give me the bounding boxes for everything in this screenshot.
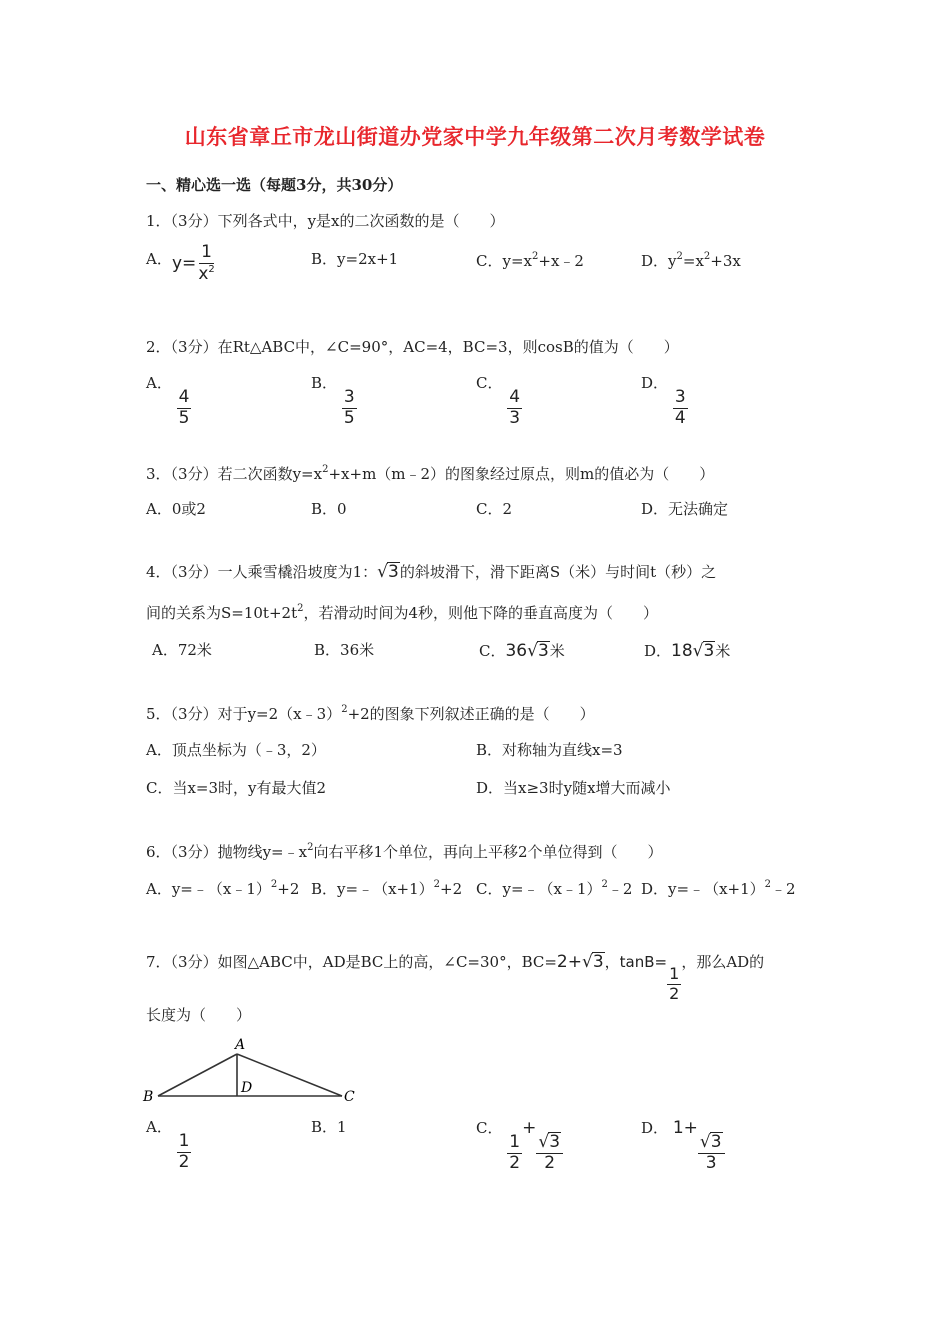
triangle-figure [140, 1035, 370, 1110]
question-2-stem: 2．（3分）在Rt△ABC中，∠C=90°，AC=4，BC=3，则cosB的值为（ ） [146, 338, 679, 356]
sqrt-expression: √3 [527, 641, 549, 661]
radicand: 3 [537, 641, 549, 661]
stem-part: 间的关系为S=10t+2t [146, 604, 298, 622]
option-label: A． [146, 1118, 172, 1136]
vertex-label-b: B [143, 1089, 154, 1105]
exponent: 2 [270, 879, 278, 890]
q4-option-a: A．72米 [152, 641, 212, 659]
stem-part: 向右平移1个单位，再向上平移2个单位得到（ ） [313, 843, 663, 861]
numerator: 4 [509, 387, 521, 407]
sqrt-expression: √3 [377, 562, 399, 582]
plus-sign: + [522, 1118, 537, 1138]
question-6-stem [146, 843, 663, 860]
formula-part: +2 [440, 880, 463, 898]
formula-part: 2+ [556, 952, 582, 972]
q2-option-c [476, 376, 522, 428]
exponent: 2 [703, 251, 711, 262]
stem-part: 3．（3分）若二次函数y=x [146, 465, 323, 483]
option-label: C． [476, 252, 503, 270]
exponent: 2 [307, 842, 314, 853]
fraction [673, 389, 688, 428]
exponent: 2 [433, 879, 441, 890]
fraction [342, 389, 357, 428]
denominator: 2 [509, 1152, 521, 1173]
denominator: 3 [705, 1152, 717, 1173]
formula-part: D．y=﹣（x+1） [641, 880, 765, 898]
q2-option-b [311, 376, 357, 428]
option-label: B． [311, 374, 338, 392]
stem-part: 的斜坡滑下，滑下距离S（米）与时间t（秒）之 [399, 563, 717, 581]
formula-part: +x﹣2 [538, 252, 584, 270]
question-7-stem: 7．（3分）如图△ABC中，AD是BC上的高，∠C=30°，BC=2+√3，tanB= $\frac{1}{2}$ ，那么AD的 [146, 952, 765, 1003]
option-label: D． [641, 1119, 669, 1137]
question-4-stem-line1 [146, 562, 716, 582]
page-title: 山东省章丘市龙山街道办党家中学九年级第二次月考数学试卷 [184, 124, 766, 149]
fraction [507, 389, 522, 428]
coefficient: 18 [671, 641, 693, 661]
vertex-label-d: D [241, 1080, 253, 1096]
option-label: C． [476, 374, 503, 392]
q6-option-c [476, 880, 632, 897]
q3-option-c: C．2 [476, 500, 513, 518]
tan-label: tanB= [619, 953, 668, 971]
denominator: 2 [544, 1152, 556, 1173]
q4-option-b: B．36米 [314, 641, 375, 659]
q6-option-d [641, 880, 796, 897]
stem-part: 4．（3分）一人乘雪橇沿坡度为1： [146, 563, 378, 581]
sqrt-expression: √3 [538, 1132, 561, 1152]
fraction [536, 1132, 563, 1173]
q6-option-a [146, 880, 299, 897]
numerator: 1 [669, 964, 680, 983]
q7-option-b: B．1 [311, 1118, 347, 1136]
q3-option-a: A．0或2 [146, 500, 206, 518]
q7-option-c [476, 1120, 563, 1173]
radicand: 3 [387, 562, 399, 582]
denominator: 5 [178, 407, 190, 428]
radicand: 3 [710, 1132, 722, 1152]
denominator: 3 [509, 407, 521, 428]
exponent: 2 [532, 251, 539, 262]
formula-part: +2 [277, 880, 300, 898]
exponent: 2 [208, 263, 215, 275]
denominator-base: x [198, 263, 209, 284]
sqrt-expression: √3 [581, 952, 604, 972]
formula-prefix: y= [172, 253, 197, 274]
denominator: 5 [343, 407, 355, 428]
q1-option-d [641, 252, 741, 269]
stem-part: 6．（3分）抛物线y=﹣x [146, 843, 308, 861]
formula-part: +3x [710, 252, 741, 270]
question-1-stem: 1．（3分）下列各式中，y是x的二次函数的是（ ） [146, 212, 505, 230]
q4-option-c [479, 641, 565, 661]
option-label: A． [146, 374, 172, 392]
q4-option-d [644, 641, 730, 661]
numerator: 3 [343, 387, 355, 407]
option-label: C． [479, 642, 506, 660]
stem-part: ，若滑动时间为4秒，则他下降的垂直高度为（ ） [303, 604, 659, 622]
numerator: 1 [509, 1132, 521, 1152]
radicand: 3 [549, 1132, 561, 1152]
formula-part: y=x [502, 252, 532, 270]
denominator: 2 [178, 1151, 190, 1172]
fraction [177, 389, 192, 428]
q5-option-c: C．当x=3时，y有最大值2 [146, 779, 327, 797]
denominator [196, 264, 216, 284]
q2-option-a [146, 376, 191, 428]
numerator [698, 1132, 725, 1154]
numerator: 4 [178, 387, 190, 407]
option-label: A． [146, 250, 172, 268]
stem-part: +2的图象下列叙述正确的是（ ） [347, 705, 595, 723]
q5-option-b: B．对称轴为直线x=3 [476, 741, 623, 759]
radicand: 3 [703, 641, 715, 661]
numerator [536, 1132, 563, 1154]
numerator: 1 [178, 1131, 190, 1151]
stem-part: 5．（3分）对于y=2（x﹣3） [146, 705, 342, 723]
stem-part: +x+m（m﹣2）的图象经过原点，则m的值必为（ ） [328, 465, 715, 483]
q1-option-a-formula [172, 244, 217, 284]
option-label: D． [641, 252, 669, 270]
question-4-stem-line2 [146, 604, 658, 621]
q1-option-a [146, 252, 172, 267]
fraction [698, 1132, 725, 1173]
question-3-stem [146, 465, 714, 482]
q7-option-d [641, 1120, 725, 1173]
unit: 米 [549, 642, 565, 660]
stem-part: ，那么AD的 [681, 953, 765, 971]
q3-option-d: D．无法确定 [641, 500, 729, 518]
exponent: 2 [341, 704, 348, 715]
formula-part: 1+ [672, 1118, 698, 1138]
sqrt-expression: √3 [692, 641, 715, 661]
exponent: 2 [601, 879, 608, 890]
q5-option-d: D．当x≥3时y随x增大而减小 [476, 779, 671, 797]
formula-part: A．y=﹣（x﹣1） [146, 880, 271, 898]
exponent: 2 [764, 879, 772, 890]
option-label: D． [641, 374, 669, 392]
coefficient: 36 [505, 641, 528, 661]
question-5-stem [146, 705, 595, 722]
side-ab [158, 1054, 237, 1096]
fraction [177, 1133, 192, 1172]
fraction [196, 244, 216, 284]
numerator: 3 [674, 387, 686, 407]
fraction [667, 966, 681, 1003]
sqrt-expression: √3 [699, 1132, 722, 1152]
formula-part: y [668, 252, 677, 270]
q6-option-b [311, 880, 462, 897]
unit: 米 [715, 642, 731, 660]
exponent: 2 [297, 603, 304, 614]
exponent: 2 [322, 464, 329, 475]
numerator: 1 [201, 242, 212, 262]
formula-part: ﹣2 [771, 880, 796, 898]
fraction [507, 1134, 522, 1173]
formula-part: =x [682, 252, 704, 270]
vertex-label-a: A [235, 1037, 246, 1053]
q2-option-d [641, 376, 688, 428]
question-7-stem-line2: 长度为（ ） [146, 1006, 252, 1024]
q5-option-a: A．顶点坐标为（﹣3，2） [146, 741, 326, 759]
formula-part: B．y=﹣（x+1） [311, 880, 434, 898]
side-ac [237, 1054, 342, 1096]
radicand: 3 [592, 952, 604, 972]
q1-option-c [476, 252, 584, 269]
q1-option-b: B．y=2x+1 [311, 250, 399, 268]
formula-part: C．y=﹣（x﹣1） [476, 880, 602, 898]
q3-option-b: B．0 [311, 500, 347, 518]
vertex-label-c: C [344, 1089, 355, 1105]
denominator: 4 [674, 407, 686, 428]
option-label: C． [476, 1119, 503, 1137]
formula-part: ﹣2 [607, 880, 633, 898]
section-heading: 一、精心选一选（每题3分，共30分） [146, 176, 403, 194]
denominator: 2 [669, 983, 680, 1003]
stem-part: 7．（3分）如图△ABC中，AD是BC上的高，∠C=30°，BC= [146, 953, 557, 971]
option-label: D． [644, 642, 672, 660]
exponent: 2 [676, 251, 683, 262]
q7-option-a [146, 1120, 191, 1172]
